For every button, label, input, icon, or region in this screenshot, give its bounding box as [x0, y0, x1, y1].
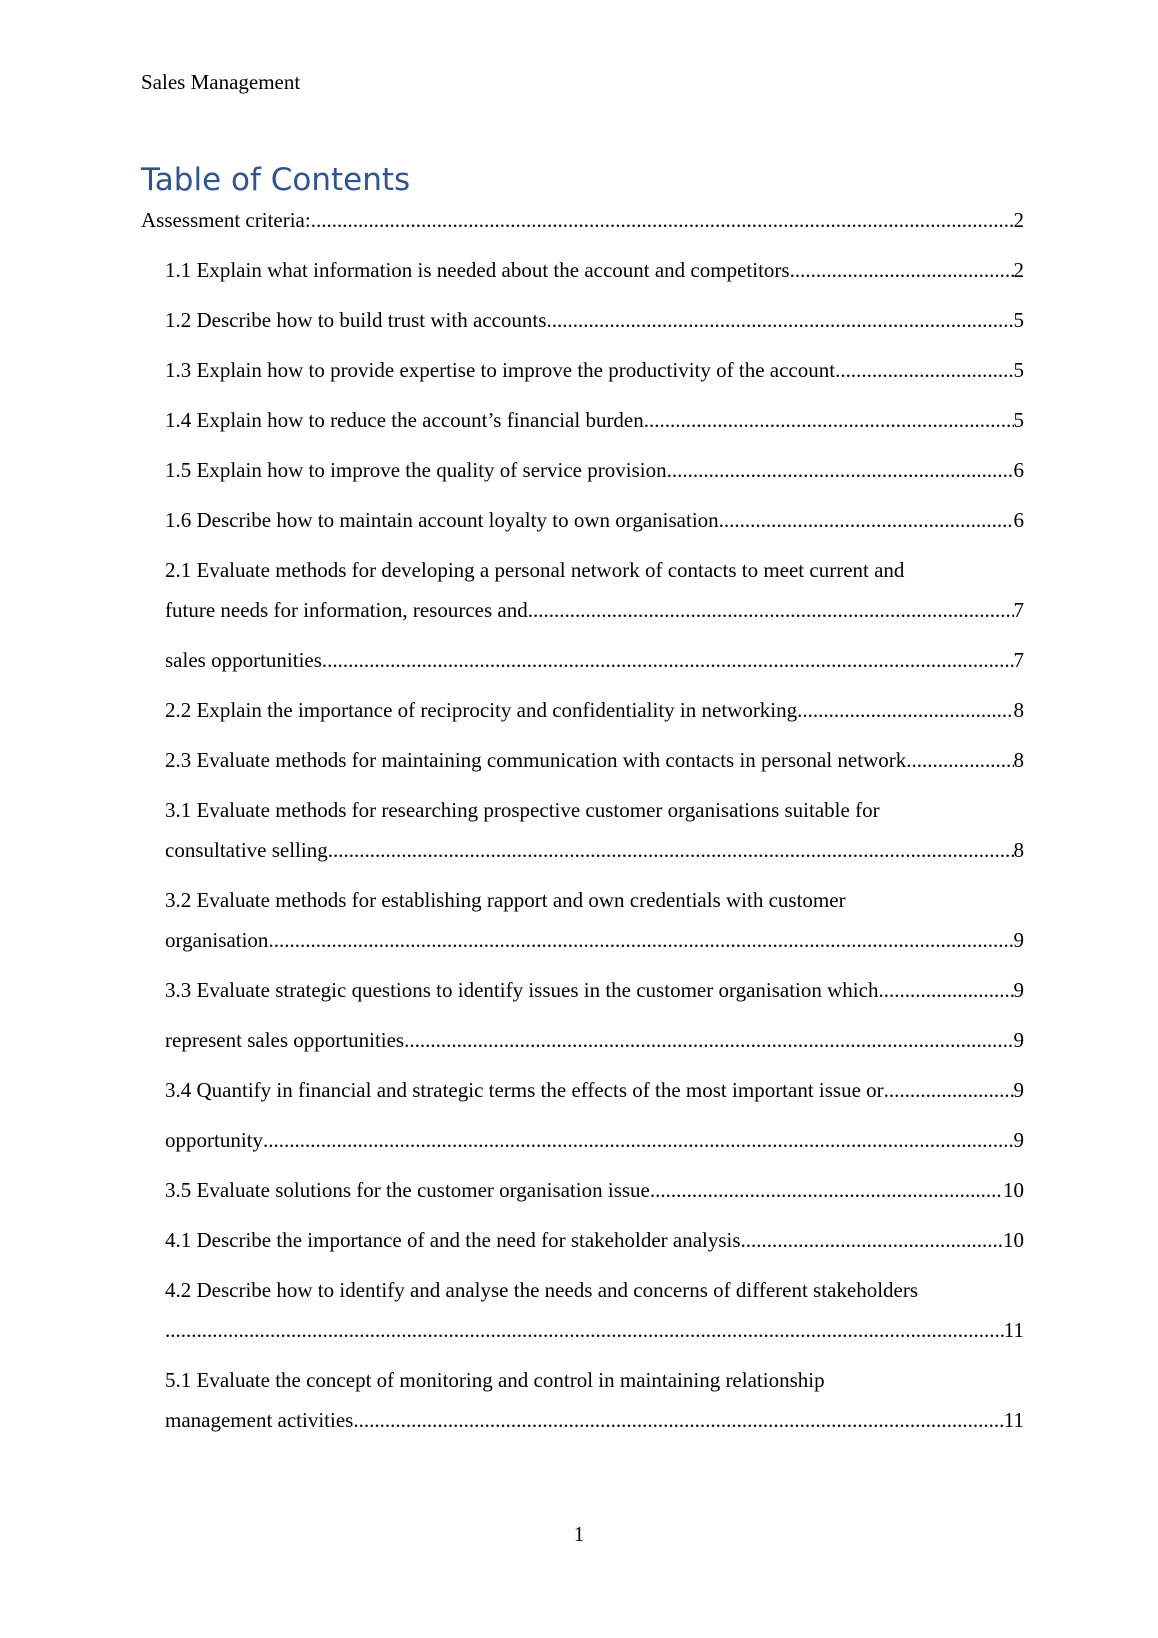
toc-page-number: 11 — [1003, 1408, 1024, 1432]
toc-page-number: 6 — [1013, 508, 1024, 532]
toc-page-number: 10 — [1003, 1228, 1024, 1252]
toc-entry[interactable] — [165, 400, 1024, 440]
toc-dot-leader — [878, 970, 1013, 1010]
toc-entry-text: opportunity — [165, 1128, 263, 1152]
running-header: Sales Management — [141, 70, 301, 94]
toc-entry-text: management activities — [165, 1408, 354, 1432]
toc-entry-text: future needs for information, resources and — [165, 598, 528, 622]
toc-entry-line — [165, 1020, 1024, 1060]
toc-page-number: 10 — [1003, 1178, 1024, 1202]
toc-entry-text: 4.2 Describe how to identify and analyse the needs and concerns of different stakeholders — [165, 1278, 919, 1302]
toc-entry[interactable] — [165, 1270, 1024, 1350]
toc-entry-line — [165, 970, 1024, 1010]
toc-page-number: 2 — [1013, 208, 1024, 232]
toc-entry[interactable] — [165, 970, 1024, 1010]
toc-dot-leader — [835, 350, 1013, 390]
toc-entry-text: organisation — [165, 928, 269, 952]
toc-entry[interactable] — [141, 200, 1024, 240]
toc-entry-line — [165, 690, 1024, 730]
toc-entry[interactable] — [165, 790, 1024, 870]
toc-entry-line — [165, 590, 1024, 630]
toc-entry-line — [165, 1220, 1024, 1260]
toc-title: Table of Contents — [141, 162, 411, 198]
toc-entry-text: sales opportunities — [165, 648, 322, 672]
toc-entry-text: 3.2 Evaluate methods for establishing rapport and own credentials with customer — [165, 888, 846, 912]
toc-dot-leader — [165, 1310, 1004, 1350]
toc-entry-line — [165, 1120, 1024, 1160]
toc-entry[interactable] — [165, 1020, 1024, 1060]
toc-entry[interactable] — [165, 550, 1024, 630]
toc-dot-leader — [268, 920, 1013, 960]
toc-dot-leader — [650, 1170, 1003, 1210]
toc-entry[interactable] — [165, 740, 1024, 780]
toc-page-number: 9 — [1013, 978, 1024, 1002]
toc-dot-leader — [741, 1220, 1003, 1260]
toc-dot-leader — [311, 200, 1014, 240]
toc-entry-text: 1.5 Explain how to improve the quality of service provision — [165, 458, 667, 482]
toc-page-number: 8 — [1013, 698, 1024, 722]
toc-entry-line — [165, 450, 1024, 490]
toc-dot-leader — [719, 500, 1014, 540]
toc-dot-leader — [790, 250, 1014, 290]
toc-page-number: 5 — [1013, 358, 1024, 382]
toc-entry-text: 1.1 Explain what information is needed about the account and competitors — [165, 258, 790, 282]
toc-dot-leader — [546, 300, 1013, 340]
toc-dot-leader — [644, 400, 1014, 440]
toc-page-number: 9 — [1013, 928, 1024, 952]
toc-entry[interactable] — [165, 450, 1024, 490]
toc-dot-leader — [353, 1400, 1003, 1440]
toc-entry[interactable] — [165, 880, 1024, 960]
toc-entry[interactable] — [165, 1070, 1024, 1110]
toc-entry-line — [141, 200, 1024, 240]
toc-entry-text: represent sales opportunities — [165, 1028, 405, 1052]
toc-entry-text: 2.3 Evaluate methods for maintaining communication with contacts in personal network — [165, 748, 907, 772]
toc-dot-leader — [322, 640, 1014, 680]
toc-entry-text: 3.3 Evaluate strategic questions to identify issues in the customer organisation which — [165, 978, 879, 1002]
toc-entry-text: consultative selling — [165, 838, 328, 862]
toc-entry[interactable] — [165, 350, 1024, 390]
table-of-contents — [141, 200, 1024, 1440]
toc-page-number: 7 — [1013, 648, 1024, 672]
toc-entry-line — [165, 830, 1024, 870]
toc-entry[interactable] — [165, 300, 1024, 340]
toc-entry[interactable] — [165, 1220, 1024, 1260]
toc-entry-text: 2.2 Explain the importance of reciprocity and confidentiality in networking — [165, 698, 798, 722]
toc-dot-leader — [906, 740, 1013, 780]
toc-page-number: 5 — [1013, 408, 1024, 432]
toc-page-number: 11 — [1003, 1318, 1024, 1342]
toc-entry-text: 5.1 Evaluate the concept of monitoring and control in maintaining relationship — [165, 1368, 825, 1392]
toc-entry-text: 1.2 Describe how to build trust with accounts — [165, 308, 547, 332]
toc-entry-text: 2.1 Evaluate methods for developing a personal network of contacts to meet current and — [165, 558, 905, 582]
page-number: 1 — [573, 1522, 585, 1546]
toc-entry-line — [165, 1310, 1024, 1350]
toc-entry[interactable] — [165, 640, 1024, 680]
toc-entry[interactable] — [165, 250, 1024, 290]
toc-page-number: 9 — [1013, 1078, 1024, 1102]
toc-entry[interactable] — [165, 1120, 1024, 1160]
toc-dot-leader — [528, 590, 1014, 630]
toc-entry[interactable] — [165, 1170, 1024, 1210]
toc-entry-line — [165, 1070, 1024, 1110]
toc-page-number: 8 — [1013, 838, 1024, 862]
toc-entry-line — [165, 1170, 1024, 1210]
toc-entry-text: 4.1 Describe the importance of and the need for stakeholder analysis — [165, 1228, 741, 1252]
toc-dot-leader — [667, 450, 1014, 490]
toc-dot-leader — [263, 1120, 1014, 1160]
toc-page-number: 7 — [1013, 598, 1024, 622]
toc-entry[interactable] — [165, 1360, 1024, 1440]
toc-entry-text: 3.5 Evaluate solutions for the customer organisation issue — [165, 1178, 650, 1202]
toc-dot-leader — [797, 690, 1013, 730]
toc-entry-text: 1.4 Explain how to reduce the account’s financial burden — [165, 408, 644, 432]
toc-page-number: 8 — [1013, 748, 1024, 772]
toc-page-number: 5 — [1013, 308, 1024, 332]
toc-entry-line — [165, 740, 1024, 780]
toc-page-number: 2 — [1013, 258, 1024, 282]
toc-entry-text: 1.3 Explain how to provide expertise to improve the productivity of the account — [165, 358, 836, 382]
toc-entry-line — [165, 640, 1024, 680]
toc-entry[interactable] — [165, 500, 1024, 540]
toc-entry-line — [165, 920, 1024, 960]
toc-entry-text: 3.1 Evaluate methods for researching prospective customer organisations suitable for — [165, 798, 880, 822]
toc-page-number: 9 — [1013, 1028, 1024, 1052]
toc-entry-line — [165, 400, 1024, 440]
toc-page-number: 6 — [1013, 458, 1024, 482]
toc-entry[interactable] — [165, 690, 1024, 730]
toc-entry-text: 3.4 Quantify in financial and strategic terms the effects of the most important issue or — [165, 1078, 884, 1102]
toc-dot-leader — [404, 1020, 1013, 1060]
toc-dot-leader — [328, 830, 1014, 870]
toc-entry-text: Assessment criteria: — [141, 208, 311, 232]
toc-dot-leader — [884, 1070, 1014, 1110]
toc-entry-line — [165, 350, 1024, 390]
toc-entry-text: 1.6 Describe how to maintain account loyalty to own organisation — [165, 508, 719, 532]
toc-page-number: 9 — [1013, 1128, 1024, 1152]
toc-entry-line — [165, 300, 1024, 340]
toc-entry-line — [165, 500, 1024, 540]
toc-entry-line — [165, 250, 1024, 290]
toc-entry-line — [165, 1400, 1024, 1440]
